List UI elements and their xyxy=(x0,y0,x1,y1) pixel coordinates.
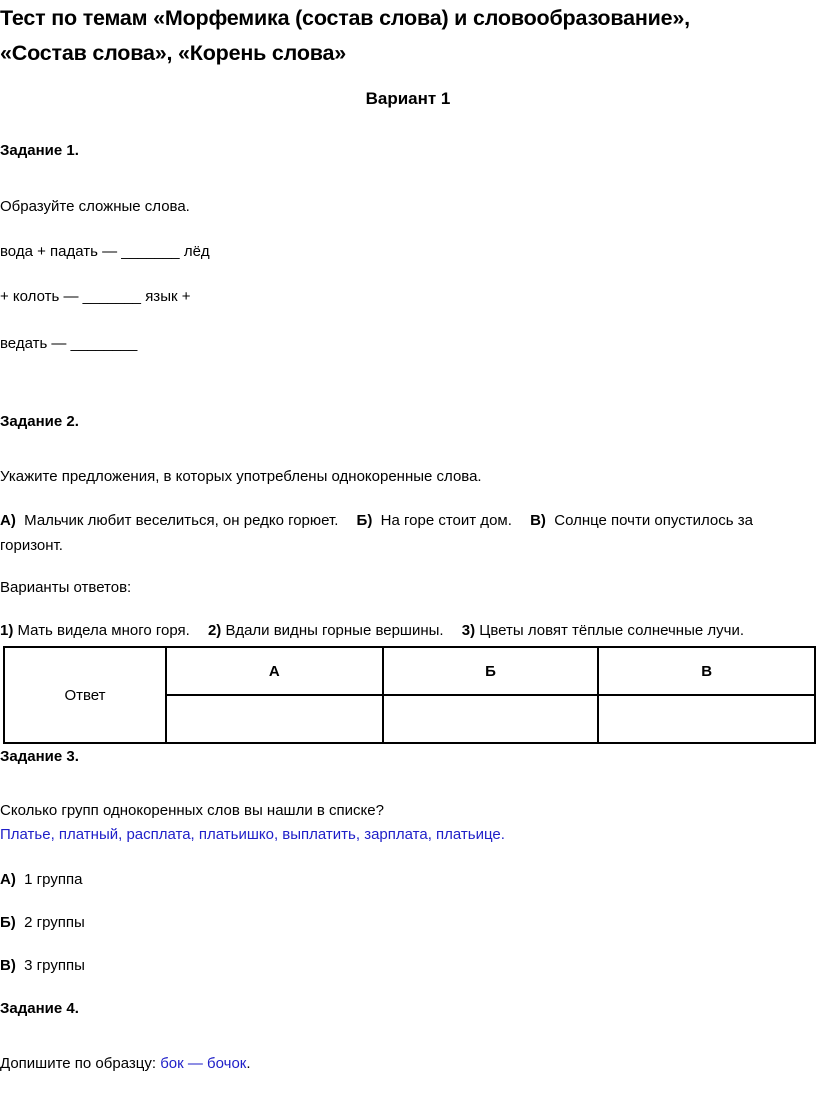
sentence-b-letter: Б) xyxy=(356,512,373,529)
task4-example: бок — бочок xyxy=(160,1055,247,1072)
sentence-c-text: Солнце почти опустилось за xyxy=(554,512,753,529)
task3-question: Сколько групп однокоренных слов вы нашли в списке? xyxy=(0,802,384,819)
task1-line-2: + колоть — _______ язык + xyxy=(0,288,191,305)
answer-c-text: 3 группы xyxy=(24,957,85,974)
option-3-text: Цветы ловят тёплые солнечные лучи. xyxy=(479,622,744,639)
answer-table-header-row xyxy=(4,647,815,695)
answer-b-text: 2 группы xyxy=(24,914,85,931)
option-3-number: 3) xyxy=(461,622,476,639)
task4-heading: Задание 4. xyxy=(0,1000,79,1017)
task3-answer-a xyxy=(0,871,82,888)
answer-a-letter: А) xyxy=(0,871,16,888)
task1-instruction: Образуйте сложные слова. xyxy=(0,198,190,215)
task4-instruction xyxy=(0,1055,251,1072)
task3-answer-b xyxy=(0,914,85,931)
task2-instruction: Укажите предложения, в которых употреблены однокоренные слова. xyxy=(0,468,482,485)
task2-sentences-line xyxy=(0,512,753,529)
sentence-a-letter: А) xyxy=(0,512,16,529)
answer-c-letter: В) xyxy=(0,957,16,974)
task1-line-1: вода + падать — _______ лёд xyxy=(0,243,210,260)
answer-cell-b[interactable] xyxy=(383,695,599,743)
answer-column-b: Б xyxy=(383,647,599,695)
task3-answer-c xyxy=(0,957,85,974)
sentence-c-letter: В) xyxy=(530,512,546,529)
answer-row-label: Ответ xyxy=(4,647,166,743)
sentence-b-text: На горе стоит дом. xyxy=(380,512,512,529)
task2-options-label: Варианты ответов: xyxy=(0,579,132,596)
answer-column-a: А xyxy=(166,647,383,695)
doc-title-line-1: Тест по темам «Морфемика (состав слова) и словообразование», xyxy=(0,6,690,30)
answer-cell-c[interactable] xyxy=(598,695,815,743)
answer-column-c: В xyxy=(598,647,815,695)
doc-title-line-2: «Состав слова», «Корень слова» xyxy=(0,41,347,65)
task4-instruction-suffix: . xyxy=(246,1055,251,1072)
sentence-a-text: Мальчик любит веселиться, он редко горюет. xyxy=(24,512,339,529)
sentence-c-continuation: горизонт. xyxy=(0,537,63,554)
answer-table xyxy=(3,646,816,744)
variant-heading: Вариант 1 xyxy=(365,89,451,108)
answer-a-text: 1 группа xyxy=(24,871,83,888)
answer-b-letter: Б) xyxy=(0,914,16,931)
task3-word-list: Платье, платный, расплата, платьишко, выплатить, зарплата, платьице. xyxy=(0,826,505,843)
option-1-number: 1) xyxy=(0,622,14,639)
task1-heading: Задание 1. xyxy=(0,142,79,159)
answer-cell-a[interactable] xyxy=(166,695,383,743)
option-2-number: 2) xyxy=(207,622,222,639)
option-1-text: Мать видела много горя. xyxy=(17,622,190,639)
option-2-text: Вдали видны горные вершины. xyxy=(225,622,444,639)
task2-heading: Задание 2. xyxy=(0,413,79,430)
task4-instruction-prefix: Допишите по образцу: xyxy=(0,1055,161,1072)
task1-line-3: ведать — ________ xyxy=(0,335,138,352)
task3-heading: Задание 3. xyxy=(0,748,79,765)
task2-options-line xyxy=(0,622,744,639)
